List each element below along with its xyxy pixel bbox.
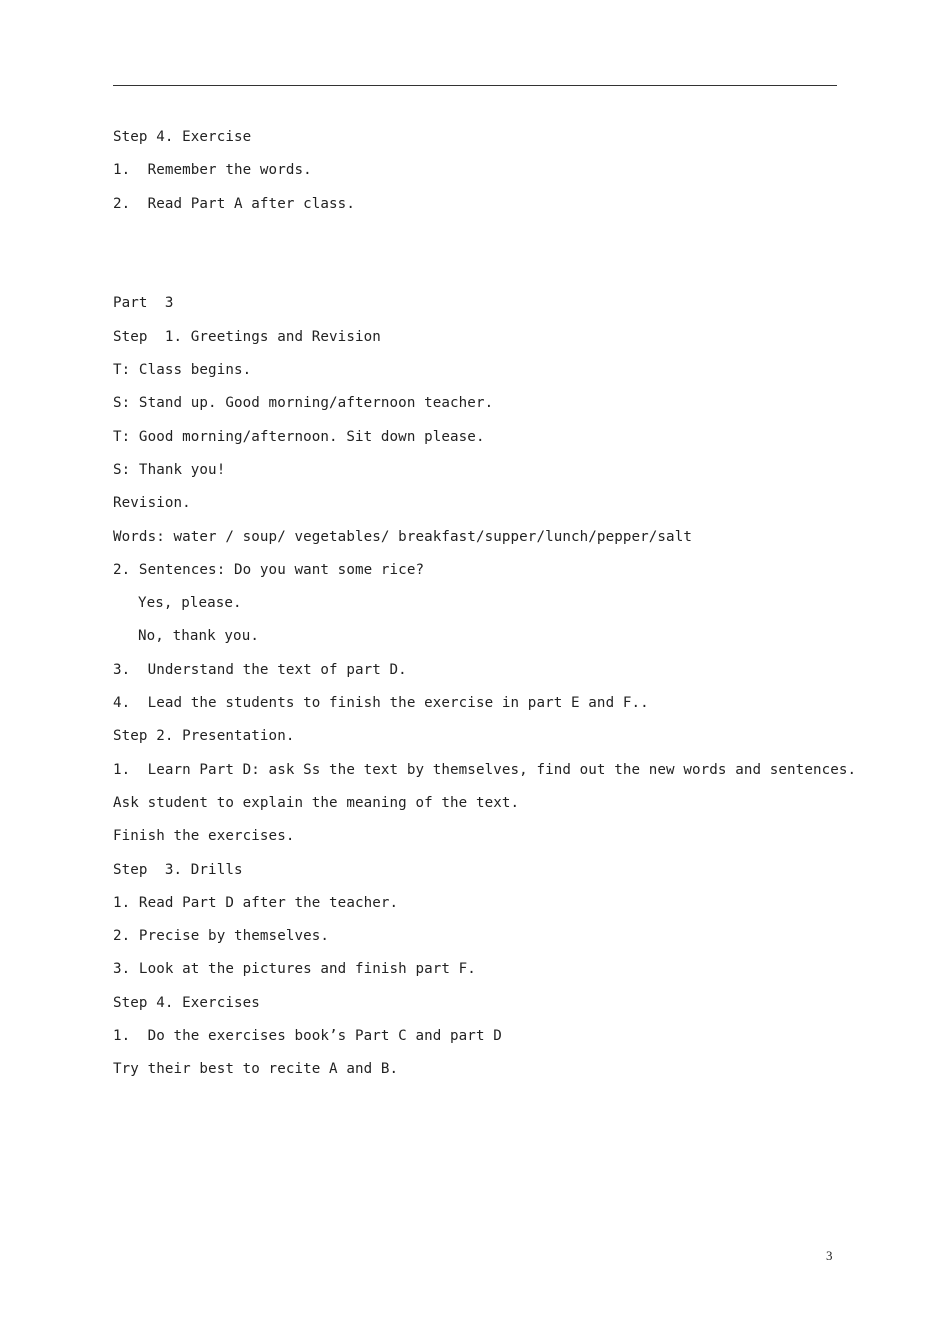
text-line: 2. Read Part A after class. — [113, 195, 355, 212]
text-line: Step 4. Exercise — [113, 129, 252, 145]
section-gap — [113, 224, 853, 291]
indented-line: Yes, please. — [138, 595, 242, 612]
part3-section — [113, 290, 857, 1089]
text-line: Step 3. Drills — [113, 861, 243, 878]
text-line: 2. Sentences: Do you want some rice? — [113, 561, 425, 578]
text-line: Words: water / soup/ vegetables/ breakfast/supper/lunch/pepper/salt — [113, 528, 692, 545]
text-line: 2. Precise by themselves. — [113, 928, 330, 945]
text-line: 1. Do the exercises book’s Part C and part D — [113, 1028, 502, 1045]
indented-line: No, thank you. — [138, 628, 259, 645]
text-line: Finish the exercises. — [113, 828, 295, 845]
text-line: 1. Read Part D after the teacher. — [113, 894, 399, 911]
text-line: S: Stand up. Good morning/afternoon teacher. — [113, 395, 494, 412]
text-line: 1. Learn Part D: ask Ss the text by themselves, find out the new words and sentences. — [113, 761, 857, 778]
text-line: Step 4. Exercises — [113, 994, 260, 1011]
text-line: 1. Remember the words. — [113, 162, 312, 179]
text-line: 3. Understand the text of part D. — [113, 661, 407, 678]
step4-exercise-section — [113, 124, 853, 224]
section-heading: Part 3 — [113, 295, 174, 312]
text-line: Revision. — [113, 495, 191, 512]
text-line: S: Thank you! — [113, 461, 226, 478]
text-line: 4. Lead the students to finish the exercise in part E and F.. — [113, 695, 649, 712]
document-body — [113, 124, 857, 1090]
text-line: T: Good morning/afternoon. Sit down please. — [113, 428, 485, 445]
text-line: 3. Look at the pictures and finish part F. — [113, 961, 476, 978]
page-number: 3 — [826, 1248, 833, 1263]
text-line: T: Class begins. — [113, 362, 252, 379]
text-line: Step 1. Greetings and Revision — [113, 328, 381, 345]
text-line: Step 2. Presentation. — [113, 728, 295, 745]
header-rule — [113, 85, 837, 86]
text-line: Try their best to recite A and B. — [113, 1061, 399, 1078]
text-line: Ask student to explain the meaning of the text. — [113, 794, 520, 811]
